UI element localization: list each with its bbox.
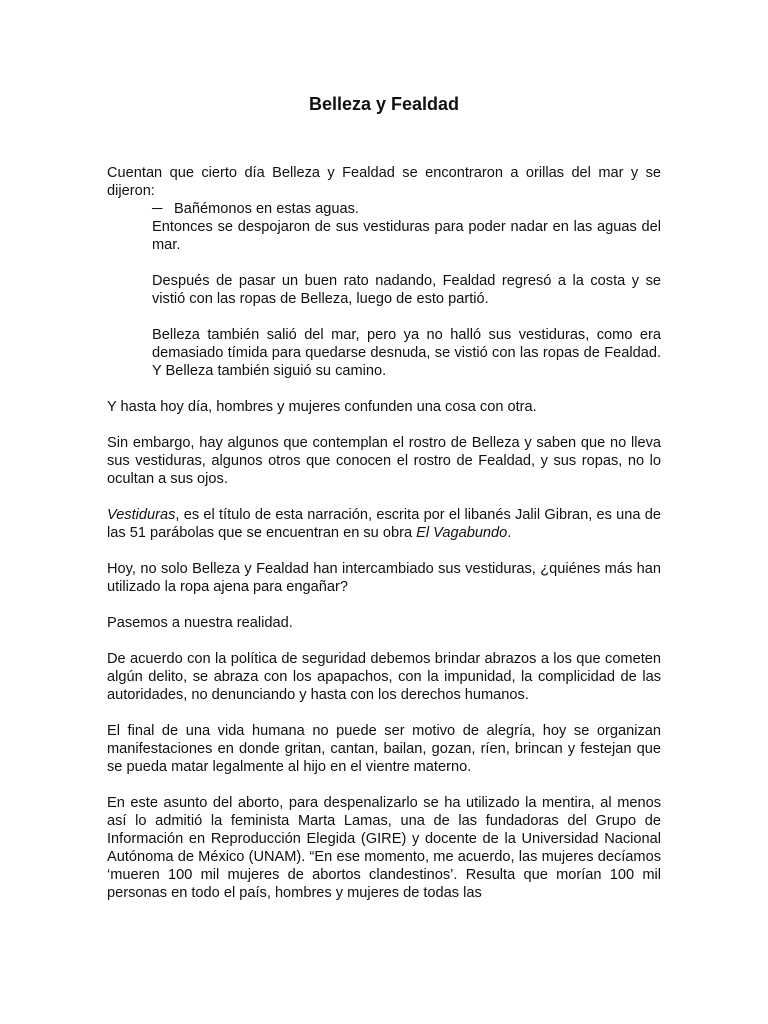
book-title: El Vagabundo (416, 525, 508, 541)
paragraph-contemplate: Sin embargo, hay algunos que contemplan el rostro de Belleza y saben que no lleva sus vestiduras, algunos otros que conocen el rostro de Fealdad, y sus ropas, no lo ocultan a sus ojos. (107, 435, 661, 487)
paragraph-intro: Cuentan que cierto día Belleza y Fealdad se encontraron a orillas del mar y se dijeron: (107, 165, 661, 199)
dialogue-text: Bañémonos en estas aguas. (174, 201, 359, 217)
document-body (107, 164, 661, 920)
paragraph-security: De acuerdo con la política de seguridad debemos brindar abrazos a los que cometen algún delito, se abraza con los apapachos, con la impunidad, la complicidad de las autoridades, no denunciando y hasta con los derechos humanos. (107, 651, 661, 703)
paragraph-confusion: Y hasta hoy día, hombres y mujeres confunden una cosa con otra. (107, 399, 537, 415)
dash-mark: ─ (152, 201, 163, 217)
document-title: Belleza y Fealdad (308, 94, 460, 114)
paragraph-question: Hoy, no solo Belleza y Fealdad han intercambiado sus vestiduras, ¿quiénes más han utilizado la ropa ajena para engañar? (107, 561, 661, 595)
paragraph-life: El final de una vida humana no puede ser motivo de alegría, hoy se organizan manifestaciones en donde gritan, cantan, bailan, gozan, ríen, brincan y festejan que se pueda matar legalmente al hijo en el vientre materno. (107, 723, 661, 775)
paragraph-source (107, 506, 661, 542)
source-text: , es el título de esta narración, escrita por el libanés Jalil Gibran, es una de las 51 parábolas que se encuentran en su obra (107, 507, 661, 541)
source-end: . (507, 525, 512, 541)
dialogue-line (152, 200, 661, 218)
paragraph-fealdad-returns: Después de pasar un buen rato nadando, Fealdad regresó a la costa y se vistió con las ropas de Belleza, luego de esto partió. (152, 273, 661, 307)
paragraph-undress: Entonces se despojaron de sus vestiduras para poder nadar en las aguas del mar. (152, 219, 661, 253)
work-title: Vestiduras (107, 507, 176, 523)
paragraph-belleza-leaves: Belleza también salió del mar, pero ya no halló sus vestiduras, como era demasiado tímida para quedarse desnuda, se vistió con las ropas de Fealdad. Y Belleza también siguió su camino. (152, 327, 661, 379)
paragraph-abortion: En este asunto del aborto, para despenalizarlo se ha utilizado la mentira, al menos así lo admitió la feminista Marta Lamas, una de las fundadoras del Grupo de Información en Reproducción Elegida (GIRE) y docente de la Universidad Nacional Autónoma de México (UNAM). “En ese momento, me acuerdo, las mujeres decíamos ‘mueren 100 mil mujeres de abortos clandestinos’. Resulta que morían 100 mil personas en todo el país, hombres y mujeres de todas las (107, 795, 661, 901)
paragraph-reality: Pasemos a nuestra realidad. (107, 615, 293, 631)
